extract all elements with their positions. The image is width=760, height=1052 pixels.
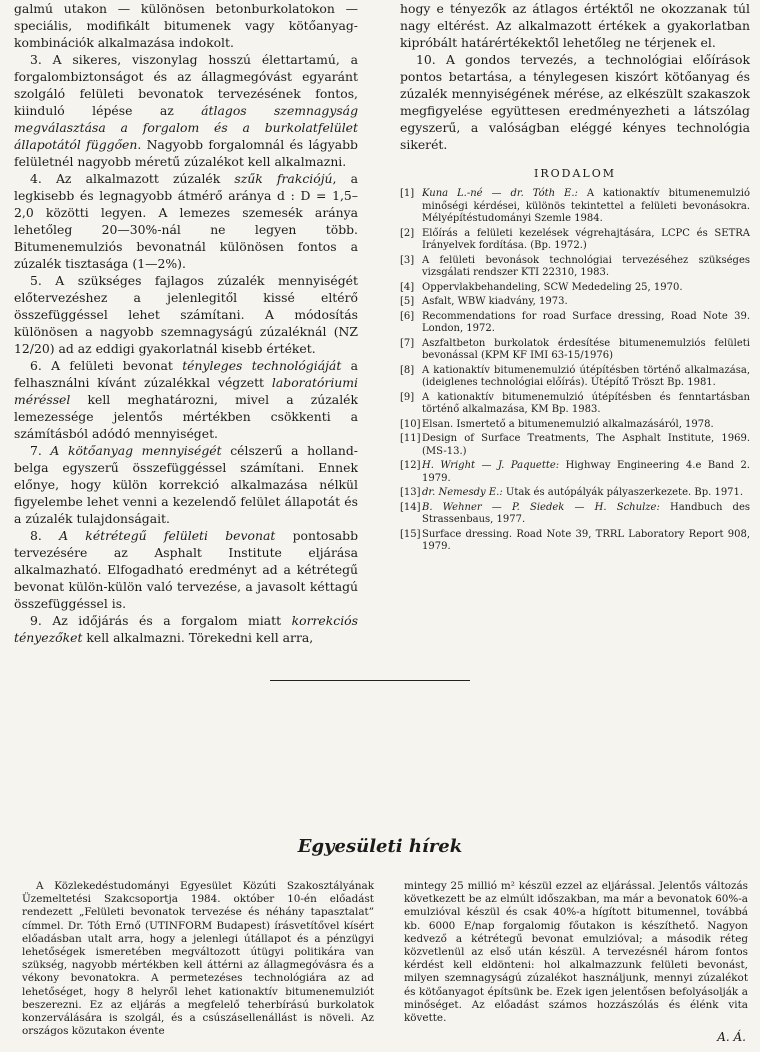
paragraph: 4. Az alkalmazott zúzalék szűk frakciójú, a legkisebb és legnagyobb átmérő aránya d : D = 1,5–2,0 közötti legyen. A lemezes szemesék aránya lehetőleg 20—30%-nál ne legyen több. Bitumenemulziós bevonatnál különösen fontos a zúzalék tisztasága (1—2%). [14,171,359,271]
reference-text: Oppervlakbehandeling, SCW Mededeling 25, 1970. [422,281,683,293]
reference-number: [3] [400,254,415,266]
paragraph: 10. A gondos tervezés, a technológiai előírások pontos betartása, a ténylegesen kiszórt kötőanyag és zúzalék mennyiségének mérése, az elkészült szakaszok megfigyelése együttesen eredményezheti a látszólag egyszerű, a valóságban eléggé kényes technológia sikerét. [400,52,750,152]
news-section-title: Egyesületi hírek [297,836,463,857]
reference-item [400,255,750,280]
reference-text: A felületi bevonások technológiai tervezéséhez szükséges vizsgálati rendszer KTI 22310, 1983. [422,254,750,278]
reference-text: Design of Surface Treatments, The Asphalt Institute, 1969. (MS-13.) [422,433,750,457]
reference-item [400,338,750,363]
paragraph: 6. A felületi bevonat tényleges technológiáját a felhasználni kívánt zúzalékkal végzett laboratóriumi méréssel kell meghatározni, mivel a zúzalék lemezessége jelentős mértékben csökkenti a számításból adódó mennyiséget. [14,358,358,441]
reference-item [400,502,750,527]
reference-text: Előírás a felületi kezelések végrehajtására, LCPC és SETRA Irányelvek fordítása. (Bp. 1972.) [422,227,750,251]
reference-item [400,296,750,309]
reference-item [400,529,750,554]
section-divider [270,680,470,681]
reference-text: Utak és autópályák pályaszerkezete. Bp. 1971. [502,487,744,498]
reference-text: Elsan. Ismertető a bitumenemulzió alkalmazásáról, 1978. [422,418,714,430]
right-column [400,0,750,556]
reference-number: [9] [400,391,415,403]
reference-text: Recommendations for road Surface dressing, Road Note 39. London, 1972. [422,310,750,334]
emphasis: szűk frakciójú [234,171,333,186]
reference-number: [4] [400,281,415,293]
reference-text: A kationaktív bitumenemulzió útépítésben és fenntartásban történő alkalmazása, KM Bp. 1983. [422,391,750,415]
reference-text: Asfalt, WBW kiadvány, 1973. [422,296,568,307]
reference-item [400,365,750,390]
emphasis: laboratóriumi méréssel [14,375,358,407]
paragraph: 8. A kétrétegű felületi bevonat pontosabb tervezésére az Asphalt Institute eljárása alkalmazható. Elfogadható eredményt ad a kétrétegű bevonat külön-külön való tervezése, a javasolt kéttagú összefüggéssel is. [14,528,358,611]
reference-item [400,392,750,417]
reference-number: [5] [400,296,415,307]
emphasis: korrekciós tényezőket [14,613,358,645]
reference-authors: B. Wehner — P. Siedek — H. Schulze: [422,501,660,513]
news-column-left: A Közlekedéstudományi Egyesület Közúti Szakosztályának Üzemeltetési Szakcsoportja 1984. október 10-én előadást rendezett „Felületi bevonatok tervezése és néhány tapasztalat” címmel. Dr. Tóth Ernő (UTINFORM Budapest) írásvetítővel kísért előadásban utalt arra, hogy a jelenlegi útállapot és a pénzügyi lehetőségek ismeretében megváltozott útügyi politikára van szükség, nagyobb mértékben kell áttérni az állagmegóvásra és a vékony bevonatokra. A permetezéses technológiára az ad lehetőséget, hogy 8 helyről lehet kationaktív bitumenemulziót beszerezni. Ez az eljárás a megfelelő teherbírású burkolatok konzerválására is szolgál, és a csúszásellenállást is növeli. Az országos közutakon évente [22,880,374,1038]
references-heading: IRODALOM [534,167,616,180]
paragraph: 3. A sikeres, viszonylag hosszú élettartamú, a forgalombiztonságot és az állagmegóvást egyaránt szolgáló felületi bevonatok tervezésének fontos, kiinduló lépése az átlagos szemnagyság megválasztása a forgalom és a burkolatfelület állapotától függően. Nagyobb forgalomnál és lágyabb felületnél nagyobb méretű zúzalékot kell alkalmazni. [14,52,358,169]
reference-authors: dr. Nemesdy E.: [422,487,503,498]
reference-number: [12] [400,460,421,471]
reference-text: Handbuch des Strassenbaus, 1977. [422,501,751,525]
reference-item [400,228,750,253]
reference-item [400,433,750,458]
reference-text: Highway Engineering 4.e Band 2. 1979. [422,460,750,484]
paragraph: hogy e tényezők az átlagos értéktől ne okozzanak túl nagy eltérést. Az alkalmazott értékek a gyakorlatban kipróbált határértékektől lehetőleg ne térjenek el. [400,1,750,50]
reference-number: [10] [400,418,421,430]
paragraph: galmú utakon — különösen betonburkolatokon — speciális, modifikált bitumenek vagy kötőanyag-kombinációk alkalmazása indokolt. [14,1,358,50]
reference-item [400,487,750,500]
emphasis: tényleges technológiáját [182,358,342,373]
reference-number: [14] [400,501,421,513]
emphasis: A kötőanyag mennyiségét [50,443,222,458]
reference-item [400,460,750,485]
paragraph: 5. A szükséges fajlagos zúzalék mennyiségét előtervezéshez a jelenlegitől kissé eltérő összefüggéssel lehet számítani. A módosítás különösen a nagyobb szemnagyságú zúzaléknál (NZ 12/20) ad az eddigi gyakorlatnál kisebb értéket. [14,273,358,356]
reference-text: Aszfaltbeton burkolatok érdesítése bitumenemulziós felületi bevonással (KPM KF IMI 63-15/1976) [422,337,750,361]
left-column [14,0,358,646]
reference-number: [7] [400,337,415,349]
reference-number: [11] [400,433,421,444]
emphasis: A kétrétegű felületi bevonat [59,528,276,543]
reference-number: [1] [400,188,415,199]
reference-number: [2] [400,227,415,239]
paragraph: 7. A kötőanyag mennyiségét célszerű a holland-belga egyszerű összefüggéssel számítani. Ennek előnye, hogy külön korrekció alkalmazása nélkül figyelembe lehet venni a kezelendő felület állapotát és a zúzalék tulajdonságait. [14,443,358,526]
reference-number: [13] [400,487,421,498]
references-list [400,188,750,554]
reference-number: [6] [400,310,415,322]
reference-item [400,188,750,226]
news-column-right: mintegy 25 millió m² készül ezzel az eljárással. Jelentős változás következett be az elmúlt időszakban, ma már a bevonatok 60%-a emulzióval készül és csak 40%-a hígított bitumennel, továbbá kb. 6000 E/nap forgalomig főutakon is készíthető. Nagyon kedvező a kétrétegű bevonat emulzióval; a második réteg közvetlenül az első után készül. A tervezésnél három fontos kérdést kell eldönteni: hol alkalmazzunk felületi bevonást, milyen szemnagyságú zúzalékot használjunk, mennyi zúzalékot és kötőanyagot építsünk be. Ezek igen jelentősen befolyásolják a minőséget. Az előadást számos hozzászólás és élénk vita követte. [404,880,748,1025]
reference-item [400,419,750,432]
reference-item [400,282,750,295]
reference-text: Surface dressing. Road Note 39, TRRL Laboratory Report 908, 1979. [422,528,750,552]
reference-number: [15] [400,528,421,540]
paragraph: 9. Az időjárás és a forgalom miatt korrekciós tényezőket kell alkalmazni. Törekedni kell arra, [14,613,358,645]
emphasis: átlagos szemnagyság megválasztása a forgalom és a burkolatfelület állapotától függően [14,103,358,152]
reference-number: [8] [400,364,415,376]
reference-item [400,311,750,336]
reference-text: A kationaktív bitumenemulzió minőségi kérdései, különös tekintettel a felületi bevonásokra. Mélyépítéstudományi Szemle 1984. [422,188,750,224]
reference-authors: H. Wright — J. Paquette: [422,460,560,471]
author-signature: A. Á. [717,1030,746,1044]
reference-authors: Kuna L.-né — dr. Tóth E.: [422,188,578,199]
reference-text: A kationaktív bitumenemulzió útépítésben történő alkalmazása, (ideiglenes technológiai előírás). Útépítő Tröszt Bp. 1981. [422,364,750,388]
